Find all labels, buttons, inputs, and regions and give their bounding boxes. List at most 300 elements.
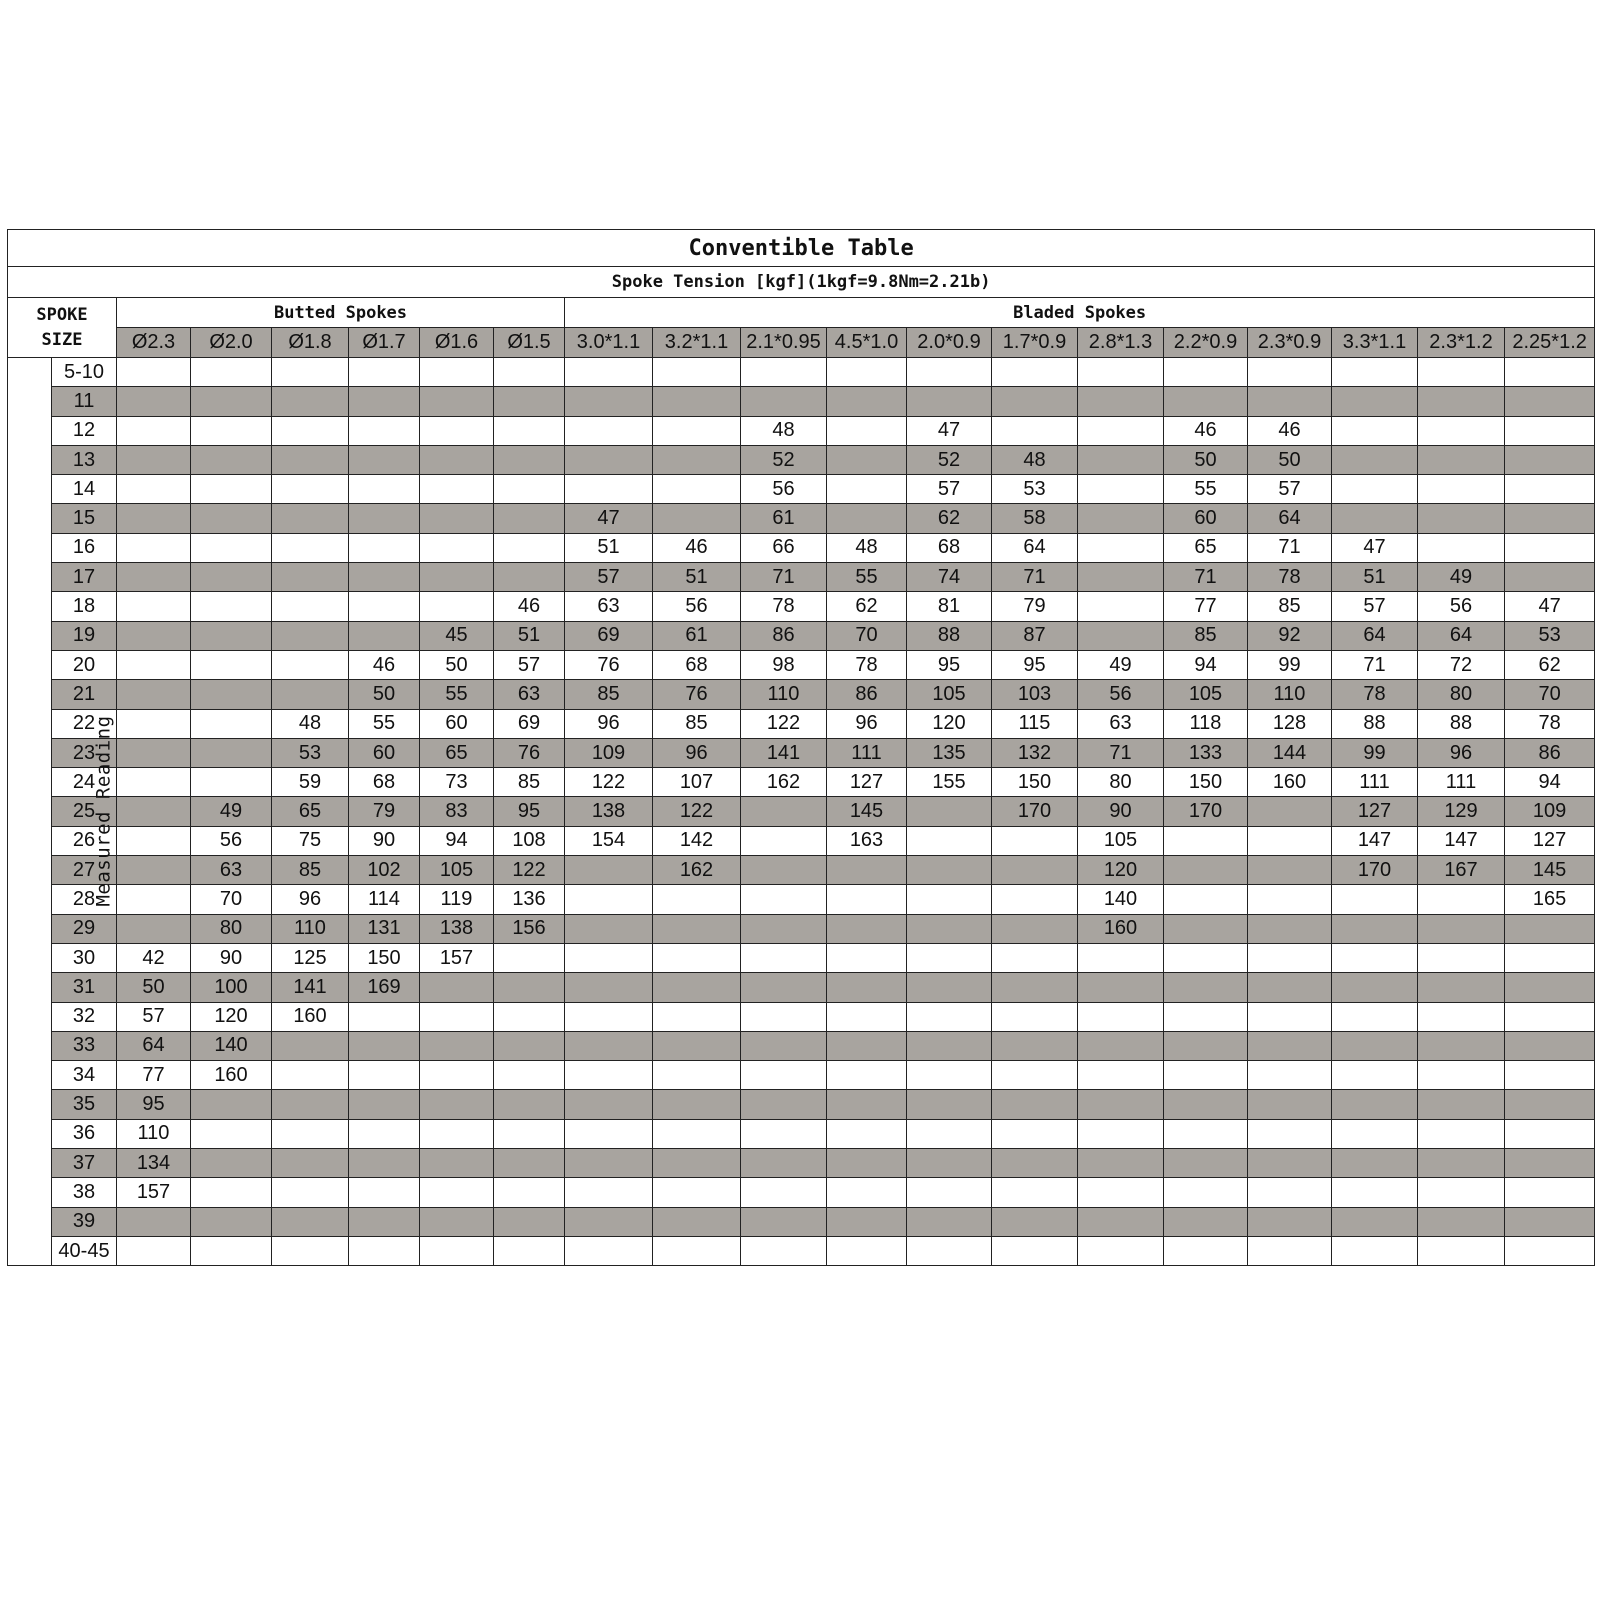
- tension-cell: [191, 1178, 272, 1207]
- spoke-size-header: Ø1.7: [349, 328, 420, 358]
- tension-cell: 57: [1248, 475, 1332, 504]
- tension-cell: 62: [1505, 650, 1595, 679]
- tension-cell: [272, 563, 349, 592]
- tension-cell: 109: [565, 738, 653, 767]
- tension-cell: 138: [420, 914, 494, 943]
- reading-label: 37: [52, 1149, 117, 1178]
- tension-cell: [191, 709, 272, 738]
- tension-cell: [1248, 358, 1332, 387]
- tension-cell: [565, 445, 653, 474]
- tension-cell: 85: [1248, 592, 1332, 621]
- tension-cell: 49: [1078, 650, 1164, 679]
- tension-cell: [653, 475, 741, 504]
- tension-cell: [1078, 621, 1164, 650]
- tension-cell: [653, 1149, 741, 1178]
- tension-cell: 50: [1164, 445, 1248, 474]
- tension-cell: 90: [349, 826, 420, 855]
- tension-cell: 56: [191, 826, 272, 855]
- tension-cell: [1505, 445, 1595, 474]
- tension-cell: [494, 1090, 565, 1119]
- tension-cell: [1418, 1236, 1505, 1265]
- spoke-size-header: Ø1.6: [420, 328, 494, 358]
- tension-cell: [741, 973, 827, 1002]
- tension-cell: [653, 914, 741, 943]
- tension-cell: [1418, 1119, 1505, 1148]
- tension-cell: [992, 1061, 1078, 1090]
- reading-label: 23: [52, 738, 117, 767]
- tension-cell: [827, 475, 907, 504]
- tension-cell: [420, 1149, 494, 1178]
- tension-cell: [272, 1178, 349, 1207]
- tension-cell: [1332, 358, 1418, 387]
- tension-cell: 78: [1332, 680, 1418, 709]
- tension-cell: [1248, 943, 1332, 972]
- tension-cell: [565, 387, 653, 416]
- tension-cell: [565, 416, 653, 445]
- tension-cell: 125: [272, 943, 349, 972]
- tension-cell: [1505, 1207, 1595, 1236]
- tension-cell: [420, 1002, 494, 1031]
- tension-cell: 51: [565, 533, 653, 562]
- tension-cell: 140: [1078, 885, 1164, 914]
- spoke-size-header: 4.5*1.0: [827, 328, 907, 358]
- tension-cell: 87: [992, 621, 1078, 650]
- tension-cell: [1332, 943, 1418, 972]
- tension-cell: 83: [420, 797, 494, 826]
- tension-cell: [420, 358, 494, 387]
- tension-cell: [117, 680, 191, 709]
- tension-cell: [907, 1061, 992, 1090]
- tension-cell: 55: [349, 709, 420, 738]
- tension-cell: [117, 563, 191, 592]
- tension-cell: 77: [117, 1061, 191, 1090]
- tension-cell: 135: [907, 738, 992, 767]
- tension-cell: 98: [741, 650, 827, 679]
- tension-cell: 64: [1418, 621, 1505, 650]
- tension-cell: 65: [272, 797, 349, 826]
- spoke-size-header: 3.2*1.1: [653, 328, 741, 358]
- tension-cell: [1078, 445, 1164, 474]
- tension-cell: [1078, 1207, 1164, 1236]
- tension-cell: 155: [907, 768, 992, 797]
- reading-label: 11: [52, 387, 117, 416]
- tension-cell: 50: [420, 650, 494, 679]
- tension-cell: 127: [1505, 826, 1595, 855]
- tension-cell: 70: [1505, 680, 1595, 709]
- tension-cell: [653, 1002, 741, 1031]
- tension-cell: 95: [117, 1090, 191, 1119]
- tension-cell: [494, 504, 565, 533]
- tension-cell: 86: [1505, 738, 1595, 767]
- tension-cell: [349, 475, 420, 504]
- tension-cell: [565, 1002, 653, 1031]
- spoke-size-header: 2.8*1.3: [1078, 328, 1164, 358]
- tension-cell: [1078, 1002, 1164, 1031]
- tension-cell: [420, 1031, 494, 1060]
- tension-cell: 94: [1164, 650, 1248, 679]
- tension-cell: [1248, 387, 1332, 416]
- spoke-size-header: 2.2*0.9: [1164, 328, 1248, 358]
- tension-cell: [1418, 943, 1505, 972]
- tension-cell: 50: [117, 973, 191, 1002]
- tension-cell: [420, 416, 494, 445]
- tension-cell: 46: [1164, 416, 1248, 445]
- tension-cell: 129: [1418, 797, 1505, 826]
- tension-cell: [653, 1178, 741, 1207]
- tension-cell: [349, 1090, 420, 1119]
- tension-cell: 56: [741, 475, 827, 504]
- tension-cell: [1505, 416, 1595, 445]
- tension-cell: [827, 1002, 907, 1031]
- tension-cell: [907, 387, 992, 416]
- tension-cell: 86: [827, 680, 907, 709]
- tension-cell: 47: [907, 416, 992, 445]
- tension-cell: 64: [992, 533, 1078, 562]
- tension-cell: 51: [1332, 563, 1418, 592]
- tension-cell: [1418, 1090, 1505, 1119]
- table-row: [8, 738, 1595, 767]
- reading-label: 22: [52, 709, 117, 738]
- tension-cell: [565, 1207, 653, 1236]
- tension-cell: [1248, 1207, 1332, 1236]
- tension-cell: [191, 475, 272, 504]
- tension-cell: [1164, 1090, 1248, 1119]
- tension-cell: [117, 387, 191, 416]
- tension-cell: [1418, 1061, 1505, 1090]
- tension-cell: [1332, 1090, 1418, 1119]
- tension-cell: 46: [1248, 416, 1332, 445]
- tension-cell: 156: [494, 914, 565, 943]
- reading-label: 21: [52, 680, 117, 709]
- tension-cell: [1418, 1207, 1505, 1236]
- tension-cell: 85: [272, 856, 349, 885]
- tension-cell: [1332, 387, 1418, 416]
- spoke-size-header: Ø1.5: [494, 328, 565, 358]
- tension-cell: 76: [494, 738, 565, 767]
- tension-cell: 147: [1418, 826, 1505, 855]
- tension-cell: 109: [1505, 797, 1595, 826]
- tension-cell: 105: [1078, 826, 1164, 855]
- tension-cell: [191, 738, 272, 767]
- spoke-tension-table: [7, 229, 1595, 1266]
- table-row: [8, 1236, 1595, 1265]
- tension-cell: [420, 973, 494, 1002]
- tension-cell: 94: [420, 826, 494, 855]
- tension-cell: 141: [272, 973, 349, 1002]
- tension-cell: [272, 680, 349, 709]
- tension-cell: [565, 358, 653, 387]
- tension-cell: [420, 1178, 494, 1207]
- tension-cell: 145: [1505, 856, 1595, 885]
- tension-cell: [494, 1178, 565, 1207]
- tension-cell: [907, 1090, 992, 1119]
- tension-cell: 64: [117, 1031, 191, 1060]
- tension-cell: 92: [1248, 621, 1332, 650]
- table-row: [8, 680, 1595, 709]
- tension-cell: [1248, 1031, 1332, 1060]
- tension-cell: [1078, 1178, 1164, 1207]
- reading-label: 18: [52, 592, 117, 621]
- tension-cell: [741, 914, 827, 943]
- tension-cell: 150: [992, 768, 1078, 797]
- tension-cell: 157: [117, 1178, 191, 1207]
- tension-cell: 88: [907, 621, 992, 650]
- tension-cell: [907, 1002, 992, 1031]
- tension-cell: [992, 826, 1078, 855]
- tension-cell: [1505, 943, 1595, 972]
- tension-cell: [907, 914, 992, 943]
- table-row: [8, 1031, 1595, 1060]
- tension-cell: [1078, 563, 1164, 592]
- tension-cell: [741, 387, 827, 416]
- tension-cell: [1248, 1178, 1332, 1207]
- tension-cell: 74: [907, 563, 992, 592]
- tension-cell: [420, 445, 494, 474]
- tension-cell: 169: [349, 973, 420, 1002]
- tension-cell: 72: [1418, 650, 1505, 679]
- reading-label: 32: [52, 1002, 117, 1031]
- tension-cell: 105: [1164, 680, 1248, 709]
- reading-label: 12: [52, 416, 117, 445]
- reading-label: 40-45: [52, 1236, 117, 1265]
- tension-cell: 62: [907, 504, 992, 533]
- tension-cell: [827, 387, 907, 416]
- tension-cell: [907, 943, 992, 972]
- tension-cell: [653, 416, 741, 445]
- tension-cell: 52: [741, 445, 827, 474]
- tension-cell: [1078, 504, 1164, 533]
- tension-cell: [907, 1236, 992, 1265]
- tension-cell: 140: [191, 1031, 272, 1060]
- tension-cell: [1332, 885, 1418, 914]
- tension-cell: [1164, 856, 1248, 885]
- spoke-size-header: 2.1*0.95: [741, 328, 827, 358]
- tension-cell: [191, 1236, 272, 1265]
- tension-cell: 49: [191, 797, 272, 826]
- tension-cell: [420, 1090, 494, 1119]
- table-row: [8, 1090, 1595, 1119]
- tension-cell: [494, 387, 565, 416]
- tension-cell: 99: [1248, 650, 1332, 679]
- tension-cell: [741, 826, 827, 855]
- tension-cell: 118: [1164, 709, 1248, 738]
- tension-cell: 53: [992, 475, 1078, 504]
- tension-cell: 88: [1418, 709, 1505, 738]
- tension-cell: [349, 1119, 420, 1148]
- tension-cell: [1164, 1178, 1248, 1207]
- tension-cell: [1164, 826, 1248, 855]
- table-row: [8, 1207, 1595, 1236]
- tension-cell: [420, 504, 494, 533]
- tension-cell: [494, 1061, 565, 1090]
- tension-cell: [992, 416, 1078, 445]
- table-title: Conventible Table: [8, 230, 1595, 267]
- tension-cell: [1164, 1061, 1248, 1090]
- tension-cell: [992, 856, 1078, 885]
- tension-cell: [117, 358, 191, 387]
- tension-cell: [494, 445, 565, 474]
- tension-cell: [117, 856, 191, 885]
- tension-cell: 68: [653, 650, 741, 679]
- tension-cell: [565, 1236, 653, 1265]
- tension-cell: 114: [349, 885, 420, 914]
- tension-cell: [992, 1119, 1078, 1148]
- tension-cell: [1505, 358, 1595, 387]
- conversion-table-sheet: [7, 229, 1594, 1266]
- tension-cell: [1078, 475, 1164, 504]
- tension-cell: [992, 1178, 1078, 1207]
- tension-cell: [272, 1207, 349, 1236]
- tension-cell: [272, 416, 349, 445]
- tension-cell: 162: [653, 856, 741, 885]
- tension-cell: 61: [653, 621, 741, 650]
- reading-label: 15: [52, 504, 117, 533]
- tension-cell: 103: [992, 680, 1078, 709]
- spoke-size-header: 3.0*1.1: [565, 328, 653, 358]
- tension-cell: 99: [1332, 738, 1418, 767]
- tension-cell: 55: [1164, 475, 1248, 504]
- tension-cell: [1418, 1149, 1505, 1178]
- tension-cell: 147: [1332, 826, 1418, 855]
- reading-label: 36: [52, 1119, 117, 1148]
- tension-cell: 141: [741, 738, 827, 767]
- table-row: [8, 387, 1595, 416]
- tension-cell: [565, 1119, 653, 1148]
- tension-cell: 63: [494, 680, 565, 709]
- tension-cell: [1505, 387, 1595, 416]
- tension-cell: [741, 1031, 827, 1060]
- tension-cell: 105: [907, 680, 992, 709]
- tension-cell: 42: [117, 943, 191, 972]
- tension-cell: [907, 1119, 992, 1148]
- tension-cell: 57: [494, 650, 565, 679]
- tension-cell: [1248, 1002, 1332, 1031]
- tension-cell: [992, 1002, 1078, 1031]
- tension-cell: [741, 1090, 827, 1119]
- table-row: [8, 709, 1595, 738]
- tension-cell: 131: [349, 914, 420, 943]
- tension-cell: [1418, 504, 1505, 533]
- corner-label-line2: SIZE: [41, 329, 83, 350]
- tension-cell: [1164, 973, 1248, 1002]
- tension-cell: [653, 387, 741, 416]
- tension-cell: 64: [1248, 504, 1332, 533]
- table-row: [8, 856, 1595, 885]
- tension-cell: 102: [349, 856, 420, 885]
- spoke-size-corner: [8, 298, 117, 358]
- tension-cell: 122: [741, 709, 827, 738]
- tension-cell: 69: [565, 621, 653, 650]
- tension-cell: 59: [272, 768, 349, 797]
- tension-cell: [827, 885, 907, 914]
- tension-cell: 47: [1505, 592, 1595, 621]
- tension-cell: [1418, 416, 1505, 445]
- tension-cell: 48: [272, 709, 349, 738]
- tension-cell: [653, 973, 741, 1002]
- tension-cell: 63: [1078, 709, 1164, 738]
- tension-cell: [827, 1119, 907, 1148]
- tension-cell: [565, 475, 653, 504]
- table-row: [8, 563, 1595, 592]
- tension-cell: 71: [1078, 738, 1164, 767]
- tension-cell: [1332, 914, 1418, 943]
- tension-cell: [349, 1149, 420, 1178]
- tension-cell: 77: [1164, 592, 1248, 621]
- reading-label: 26: [52, 826, 117, 855]
- tension-cell: 132: [992, 738, 1078, 767]
- tension-cell: 71: [1332, 650, 1418, 679]
- tension-cell: 71: [992, 563, 1078, 592]
- tension-cell: [1505, 1090, 1595, 1119]
- tension-cell: [1248, 973, 1332, 1002]
- tension-cell: [1505, 973, 1595, 1002]
- tension-cell: [117, 1236, 191, 1265]
- tension-cell: 128: [1248, 709, 1332, 738]
- tension-cell: [1332, 1031, 1418, 1060]
- tension-cell: [827, 1236, 907, 1265]
- tension-cell: 144: [1248, 738, 1332, 767]
- reading-label: 25: [52, 797, 117, 826]
- tension-cell: [1248, 856, 1332, 885]
- tension-cell: [272, 445, 349, 474]
- tension-cell: 50: [349, 680, 420, 709]
- reading-label: 30: [52, 943, 117, 972]
- tension-cell: [1078, 592, 1164, 621]
- tension-cell: 60: [1164, 504, 1248, 533]
- spoke-size-header: 2.0*0.9: [907, 328, 992, 358]
- reading-label: 28: [52, 885, 117, 914]
- tension-cell: [117, 445, 191, 474]
- tension-cell: 110: [1248, 680, 1332, 709]
- tension-cell: [1418, 885, 1505, 914]
- tension-cell: [1332, 1002, 1418, 1031]
- table-row: [8, 885, 1595, 914]
- spoke-size-header: 2.3*1.2: [1418, 328, 1505, 358]
- tension-cell: [1164, 1031, 1248, 1060]
- tension-cell: [907, 1178, 992, 1207]
- tension-cell: [494, 563, 565, 592]
- tension-cell: [494, 1236, 565, 1265]
- tension-cell: [1418, 1178, 1505, 1207]
- tension-cell: [565, 1178, 653, 1207]
- tension-cell: 79: [992, 592, 1078, 621]
- tension-cell: [1505, 1061, 1595, 1090]
- table-row: [8, 914, 1595, 943]
- tension-cell: 52: [907, 445, 992, 474]
- tension-cell: [272, 504, 349, 533]
- tension-cell: [191, 1149, 272, 1178]
- table-row: [8, 475, 1595, 504]
- reading-label: 29: [52, 914, 117, 943]
- spoke-size-header: 3.3*1.1: [1332, 328, 1418, 358]
- tension-cell: [117, 738, 191, 767]
- table-row: [8, 1061, 1595, 1090]
- reading-label: 38: [52, 1178, 117, 1207]
- tension-cell: 80: [1078, 768, 1164, 797]
- tension-cell: [1332, 445, 1418, 474]
- reading-label: 27: [52, 856, 117, 885]
- tension-cell: [992, 885, 1078, 914]
- table-row: [8, 504, 1595, 533]
- tension-cell: [1164, 1207, 1248, 1236]
- tension-cell: [1248, 1119, 1332, 1148]
- tension-cell: [565, 1061, 653, 1090]
- tension-cell: [907, 1149, 992, 1178]
- tension-cell: [653, 1061, 741, 1090]
- tension-cell: 127: [827, 768, 907, 797]
- tension-cell: 58: [992, 504, 1078, 533]
- table-row: [8, 358, 1595, 387]
